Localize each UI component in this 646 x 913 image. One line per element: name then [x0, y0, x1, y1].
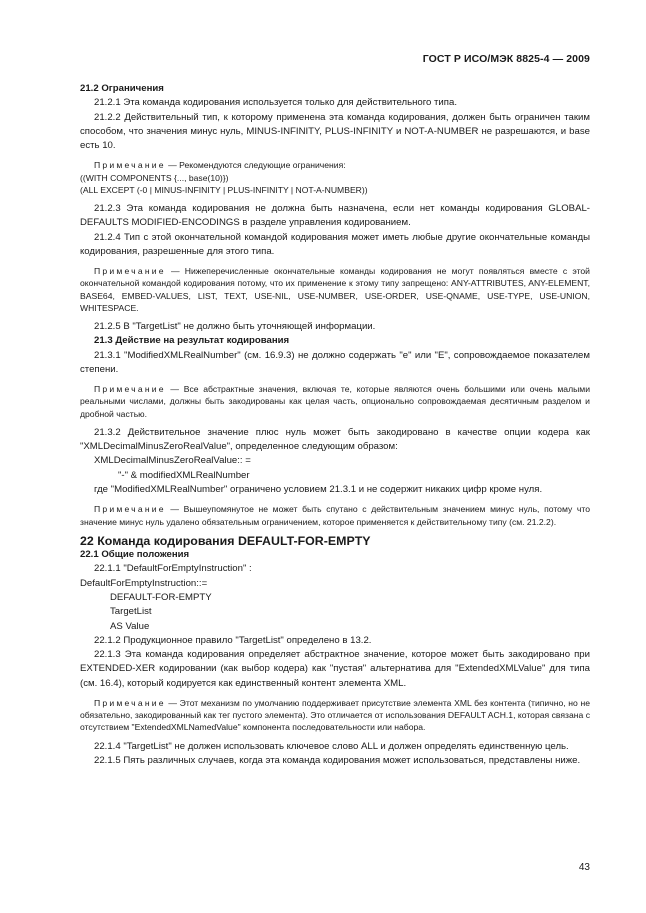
paragraph-21-2-2: 21.2.2 Действительный тип, к которому применена эта команда кодирования, должен быть ограничен таким способом, что значения минус нуль, MINUS-INFINITY, PLUS-INFINITY и NOT-A-NUMBER не разрешаются, и base есть 10.: [80, 111, 590, 152]
note-21-2-2: [80, 159, 590, 196]
note-label: Примечание: [94, 160, 166, 171]
note-text: — Нижеперечисленные окончательные команды кодирования не могут появляться вместе с этой окончательной командой кодирования потому, что их применение к этому типу запрещено: ANY-ATTRIBUTES, ANY-ELEMENT, BASE64, EMBED-VALUES, LIST, TEXT, USE-NIL, USE-NUMBER, USE-ORDER, USE-QNAME, USE-TYPE, USE-UNION, WHITESPACE.: [80, 266, 590, 313]
paragraph-21-2-4: 21.2.4 Тип с этой окончательной командой кодирования может иметь любые другие окончательные команды кодирования, разрешенные для этого типа.: [80, 231, 590, 257]
paragraph-22-1-5: 22.1.5 Пять различных случаев, когда эта команда кодирования может использоваться, представлены ниже.: [94, 754, 581, 766]
paragraph-21-2-5: 21.2.5 В "TargetList" не должно быть уточняющей информации.: [94, 321, 376, 333]
code-line: AS Value: [110, 620, 150, 632]
page-number: 43: [578, 862, 590, 873]
paragraph-22-1-1: 22.1.1 "DefaultForEmptyInstruction" :: [94, 563, 252, 575]
paragraph-22-1-4: 22.1.4 "TargetList" не должен использовать ключевое слово ALL и должен определять единственную цель.: [94, 740, 569, 752]
note-label: Примечание: [94, 384, 166, 395]
code-line: XMLDecimalMinusZeroRealValue:: =: [94, 455, 251, 467]
note-code-line: (ALL EXCEPT (-0 | MINUS-INFINITY | PLUS-INFINITY | NOT-A-NUMBER)): [80, 184, 368, 195]
page-content: [80, 82, 590, 768]
note-text: — Вышеупомянутое не может быть спутано с действительным значением минус нуль, потому что значение минус нуль удалено обязательным ограничением, которое применяется к действительному типу (см. 21.2.2).: [80, 504, 590, 527]
code-line: "-" & modifiedXMLRealNumber: [118, 469, 250, 481]
section-heading-21-3: 21.3 Действие на результат кодирования: [94, 335, 290, 347]
section-heading-21-2: 21.2 Ограничения: [80, 83, 164, 94]
note-text: — Все абстрактные значения, включая те, которые являются очень большими или очень малыми реальными числами, должны быть закодированы как целая часть, опционально сопровождаемая десятичным разделом и дробной частью.: [80, 384, 590, 419]
section-heading-22: 22 Команда кодирования DEFAULT-FOR-EMPTY: [80, 533, 371, 548]
note-text: — Этот механизм по умолчанию поддерживает присутствие элемента XML без контента (типично, но не обязательно, закодированный как тег пустого элемента). Это отличается от использования DEFAULT ACH.1, которая связана с отсутствием "ExtendedXMLNamedValue" компонента последовательности или набора.: [80, 698, 590, 733]
note-text: — Рекомендуются следующие ограничения:: [165, 160, 346, 171]
note-21-3-1: [80, 383, 590, 420]
section-heading-22-1: 22.1 Общие положения: [80, 549, 190, 561]
paragraph-22-1-3: 22.1.3 Эта команда кодирования определяет абстрактное значение, которое может быть закодировано при EXTENDED-XER кодировании (как выбор кодера) как "пустая" альтернатива для "ExtendedXMLValue" для типа (см. 16.4), который кодируется как единственный контент элемента XML.: [80, 649, 590, 689]
note-label: Примечание: [94, 266, 166, 277]
note-label: Примечание: [94, 504, 166, 515]
paragraph-21-3-2-where: где "ModifiedXMLRealNumber" ограничено условием 21.3.1 и не содержит никаких цифр кроме нуля.: [94, 484, 543, 496]
note-label: Примечание: [94, 698, 166, 709]
note-code-line: ((WITH COMPONENTS {..., base(10)}): [80, 172, 229, 183]
paragraph-21-2-3: 21.2.3 Эта команда кодирования не должна быть назначена, если нет команды кодирования GLOBAL-DEFAULTS MODIFIED-ENCODINGS в разделе управления кодированием.: [80, 203, 590, 229]
paragraph-21-3-2: 21.3.2 Действительное значение плюс нуль может быть закодировано в качестве опции кодера как "XMLDecimalMinusZeroRealValue", определенное следующим образом:: [80, 426, 590, 453]
paragraph-22-1-2: 22.1.2 Продукционное правило "TargetList" определено в 13.2.: [94, 634, 372, 646]
note-21-2-4: [80, 265, 590, 314]
code-line: DEFAULT-FOR-EMPTY: [110, 591, 212, 603]
note-22-1-3: [80, 697, 590, 734]
note-21-3-2: [80, 503, 590, 527]
paragraph-21-3-1: 21.3.1 "ModifiedXMLRealNumber" (см. 16.9.3) не должно содержать "e" или "E", сопровождаемое показателем степени.: [80, 349, 590, 375]
code-line: TargetList: [110, 606, 152, 618]
paragraph-21-2-1: 21.2.1 Эта команда кодирования используется только для действительного типа.: [94, 97, 457, 109]
code-line: DefaultForEmptyInstruction::=: [80, 577, 208, 589]
document-header: ГОСТ Р ИСО/МЭК 8825-4 — 2009: [422, 53, 590, 65]
